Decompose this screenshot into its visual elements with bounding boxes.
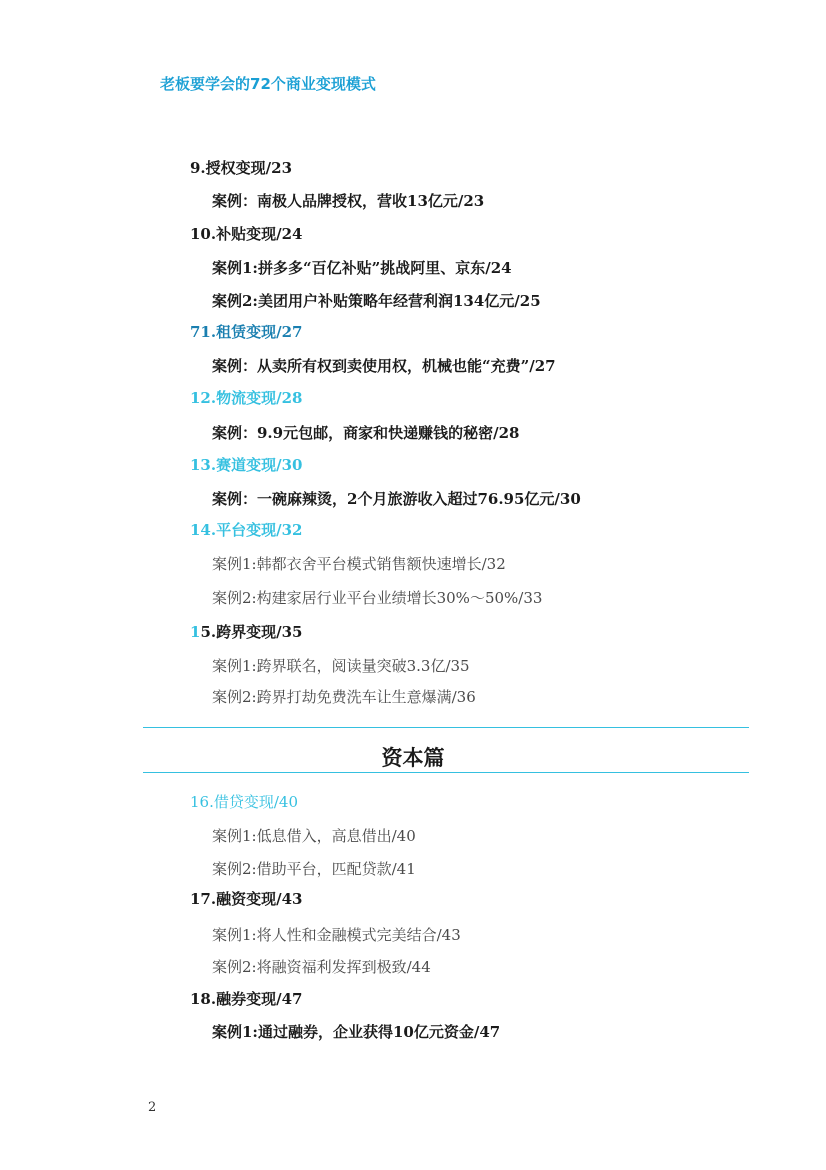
toc-heading-15: [190, 621, 302, 642]
toc-case-16-1: 案例1:低息借入，高息借出/40: [212, 827, 416, 845]
toc-case-10-1: 案例1:拼多多“百亿补贴”挑战阿里、京东/24: [212, 259, 512, 277]
toc-heading-15-prefix: 1: [190, 623, 201, 641]
page-number: 2: [148, 1100, 157, 1115]
toc-case-9: 案例：南极人品牌授权，营收13亿元/23: [212, 192, 485, 210]
toc-heading-14: 14.平台变现/32: [190, 521, 303, 539]
toc-heading-15-rest: 5.跨界变现/35: [200, 623, 303, 641]
toc-case-11: 案例：从卖所有权到卖使用权，机械也能“充费”/27: [212, 357, 556, 375]
toc-case-14-1: 案例1:韩都衣舍平台模式销售额快速增长/32: [212, 555, 506, 573]
toc-heading-9: 9.授权变现/23: [190, 159, 293, 177]
toc-case-16-2: 案例2:借助平台，匹配贷款/41: [212, 860, 416, 878]
toc-case-17-1: 案例1:将人性和金融模式完美结合/43: [212, 926, 461, 944]
toc-case-10-2: 案例2:美团用户补贴策略年经营利润134亿元/25: [212, 292, 541, 310]
section-title: 资本篇: [381, 746, 445, 770]
book-title-header: 老板要学会的72个商业变现模式: [160, 75, 376, 93]
toc-heading-12: 12.物流变现/28: [190, 389, 303, 407]
toc-heading-13: 13.赛道变现/30: [190, 456, 303, 474]
toc-heading-11: 71.租赁变现/27: [190, 323, 303, 341]
toc-heading-18: 18.融券变现/47: [190, 990, 303, 1008]
toc-heading-10: 10.补贴变现/24: [190, 225, 303, 243]
toc-case-12: 案例：9.9元包邮，商家和快递赚钱的秘密/28: [212, 424, 520, 442]
toc-case-18-1: 案例1:通过融券，企业获得10亿元资金/47: [212, 1023, 501, 1041]
toc-case-15-1: 案例1:跨界联名，阅读量突破3.3亿/35: [212, 657, 470, 675]
toc-case-13: 案例：一碗麻辣烫，2个月旅游收入超过76.95亿元/30: [212, 490, 581, 508]
toc-heading-17: 17.融资变现/43: [190, 890, 303, 908]
toc-case-14-2: 案例2:构建家居行业平台业绩增长30%～50%/33: [212, 589, 543, 607]
toc-case-17-2: 案例2:将融资福利发挥到极致/44: [212, 958, 431, 976]
section-rule-top: [143, 727, 749, 728]
toc-case-15-2: 案例2:跨界打劫免费洗车让生意爆满/36: [212, 688, 476, 706]
toc-heading-16: 16.借贷变现/40: [190, 793, 298, 811]
section-rule-bottom: [143, 772, 749, 773]
